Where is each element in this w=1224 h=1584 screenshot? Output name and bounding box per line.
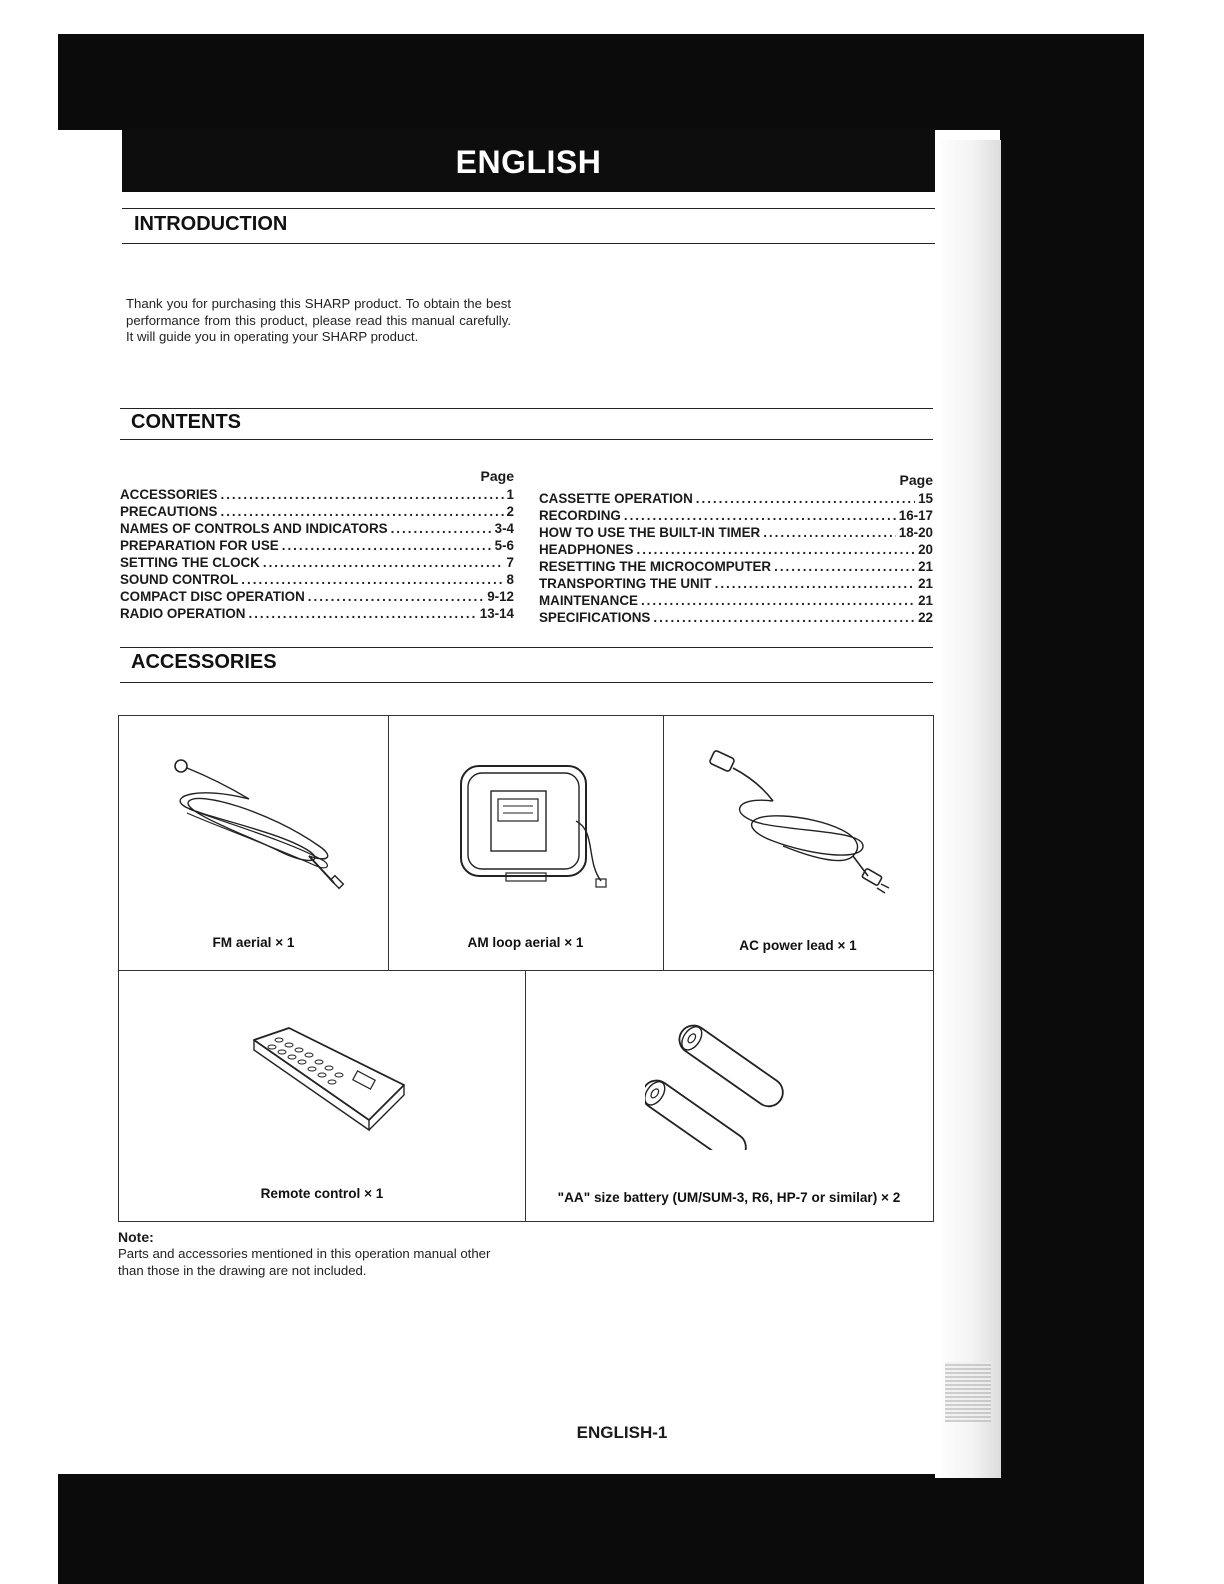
contents-entry-page: 21 [918, 576, 933, 591]
section-rule [120, 408, 933, 409]
accessory-fm-aerial [119, 716, 388, 970]
contents-entry-label: MAINTENANCE [539, 593, 638, 608]
accessory-remote-control [119, 970, 525, 1221]
accessory-label: FM aerial [212, 935, 272, 950]
contents-entry-label: CASSETTE OPERATION [539, 491, 693, 506]
contents-leader-dots [308, 588, 484, 605]
contents-entry [120, 588, 514, 605]
contents-entry-label: TRANSPORTING THE UNIT [539, 576, 712, 591]
contents-entry-page: 9-12 [487, 589, 514, 604]
contents-entry-page: 8 [506, 572, 514, 587]
introduction-text: Thank you for purchasing this SHARP product. To obtain the best performance from this product, please read this manual carefully. It will guide you in operating your SHARP product. [126, 296, 511, 344]
contents-leader-dots [641, 592, 915, 609]
contents-entry [120, 571, 514, 588]
contents-entry [539, 575, 933, 592]
contents-leader-dots [637, 541, 916, 558]
contents-entry-page: 1 [506, 487, 514, 502]
contents-entry-label: COMPACT DISC OPERATION [120, 589, 305, 604]
contents-entry-page: 2 [506, 504, 514, 519]
aa-battery-icon [645, 1000, 815, 1150]
page-number: ENGLISH-1 [576, 1423, 668, 1442]
contents-entry [539, 541, 933, 558]
accessory-ac-power-lead [663, 716, 933, 970]
contents-page-header: Page [480, 468, 514, 484]
contents-entry [120, 605, 514, 622]
section-rule [122, 208, 935, 209]
contents-leader-dots [220, 486, 503, 503]
contents-entry-page: 7 [506, 555, 514, 570]
remote-control-icon [239, 1020, 409, 1135]
contents-entry-page: 21 [918, 559, 933, 574]
contents-leader-dots [624, 507, 896, 524]
contents-entry-label: SETTING THE CLOCK [120, 555, 260, 570]
contents-leader-dots [248, 605, 476, 622]
contents-entry-label: RESETTING THE MICROCOMPUTER [539, 559, 772, 574]
contents-leader-dots [282, 537, 492, 554]
section-rule [122, 243, 935, 244]
contents-entry-page: 20 [918, 542, 933, 557]
contents-leader-dots [715, 575, 916, 592]
accessory-qty: × 1 [837, 938, 857, 953]
am-loop-aerial-icon [456, 761, 611, 891]
contents-entry-label: PRECAUTIONS [120, 504, 218, 519]
accessory-caption [663, 938, 933, 953]
contents-leader-dots [391, 520, 492, 537]
contents-leader-dots [220, 503, 503, 520]
contents-entry-page: 5-6 [494, 538, 514, 553]
contents-entry-page: 16-17 [898, 508, 933, 523]
contents-entry [120, 503, 514, 520]
contents-leader-dots [763, 524, 896, 541]
accessory-aa-battery [525, 970, 933, 1221]
section-rule [120, 439, 933, 440]
section-rule [120, 682, 933, 683]
contents-entry [120, 554, 514, 571]
contents-leader-dots [653, 609, 915, 626]
accessory-qty: × 1 [275, 935, 295, 950]
contents-entry [120, 520, 514, 537]
contents-heading: CONTENTS [131, 411, 241, 433]
contents-entry-label: RADIO OPERATION [120, 606, 246, 621]
note-text: Parts and accessories mentioned in this operation manual other than those in the drawing are not included. [118, 1246, 491, 1278]
contents-entry [120, 486, 514, 503]
banner-title: ENGLISH [455, 144, 602, 180]
contents-leader-dots [696, 490, 915, 507]
contents-column-left [120, 468, 514, 622]
contents-entry-label: ACCESSORIES [120, 487, 218, 502]
contents-entry-page: 13-14 [479, 606, 514, 621]
fm-aerial-icon [159, 751, 349, 896]
accessory-caption [119, 935, 388, 950]
contents-entry-page: 18-20 [898, 525, 933, 540]
contents-entry [539, 507, 933, 524]
accessories-heading: ACCESSORIES [131, 651, 277, 673]
contents-entry-label: HEADPHONES [539, 542, 634, 557]
accessory-am-loop-aerial [388, 716, 663, 970]
accessory-qty: × 2 [881, 1190, 901, 1205]
contents-entry [120, 537, 514, 554]
contents-entry-label: NAMES OF CONTROLS AND INDICATORS [120, 521, 388, 536]
contents-entry-label: SPECIFICATIONS [539, 610, 651, 625]
accessory-qty: × 1 [564, 935, 584, 950]
accessory-caption [525, 1190, 933, 1205]
accessories-table [118, 715, 934, 1222]
contents-entry-page: 21 [918, 593, 933, 608]
contents-leader-dots [241, 571, 503, 588]
language-banner [122, 128, 935, 192]
ac-power-lead-icon [703, 746, 893, 896]
contents-entry [539, 490, 933, 507]
accessory-label: AM loop aerial [467, 935, 561, 950]
contents-entry-label: HOW TO USE THE BUILT-IN TIMER [539, 525, 761, 540]
introduction-heading: INTRODUCTION [134, 213, 288, 235]
contents-entry-page: 22 [918, 610, 933, 625]
accessory-label: "AA" size battery (UM/SUM-3, R6, HP-7 or similar) [557, 1190, 878, 1205]
contents-entry-page: 15 [918, 491, 933, 506]
contents-leader-dots [263, 554, 504, 571]
accessory-caption [388, 935, 663, 950]
accessory-label: AC power lead [739, 938, 834, 953]
contents-leader-dots [774, 558, 915, 575]
contents-page-header: Page [899, 472, 933, 488]
contents-column-right [539, 472, 933, 626]
contents-entry-label: PREPARATION FOR USE [120, 538, 279, 553]
accessory-label: Remote control [260, 1186, 361, 1201]
contents-entry-page: 3-4 [494, 521, 514, 536]
accessory-caption [119, 1186, 525, 1201]
note-title: Note: [118, 1229, 154, 1245]
section-rule [120, 647, 933, 648]
contents-entry [539, 609, 933, 626]
accessory-qty: × 1 [364, 1186, 384, 1201]
contents-entry-label: RECORDING [539, 508, 621, 523]
contents-entry [539, 524, 933, 541]
contents-entry [539, 592, 933, 609]
contents-entry [539, 558, 933, 575]
contents-entry-label: SOUND CONTROL [120, 572, 239, 587]
